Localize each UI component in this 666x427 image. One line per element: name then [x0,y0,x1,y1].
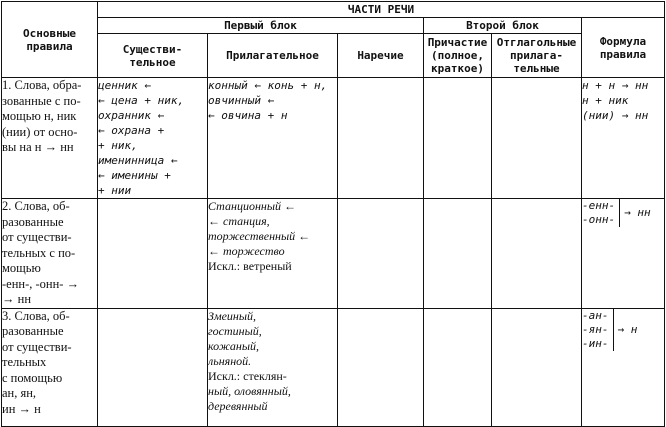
example-line: ← торжество [208,244,285,258]
formula-cell [582,78,665,199]
header-verbal-adjective: Отглагольные прилага-тельные [492,34,582,78]
rule-line: 3. Слова, об- [2,308,70,323]
participle-cell [424,199,492,309]
rule-line: мощью н, ник [2,109,77,123]
exception-line: деревянный [208,398,268,413]
rule-line: (нии) от осно- [2,124,78,139]
noun-cell [98,199,208,309]
table-row [2,78,665,199]
adverb-cell [338,199,424,309]
adverb-cell [338,78,424,199]
rule-line: зованные с по- [2,93,81,108]
rule-line: разованные [2,214,64,229]
example-line: + ник, [98,139,138,152]
example-line: кожаный, [208,338,259,353]
example-line: Станционный ← [208,199,296,213]
example-line: ценник ← [98,79,151,92]
formula-result: → н [617,322,638,336]
header-formula: Формула правила [582,18,665,78]
header-basic-rules: Основные правила [2,2,98,78]
rule-line: ин → н [2,401,41,416]
example-line: охранник ← [98,109,165,122]
formula-result: → нн [624,206,651,219]
adverb-cell [338,308,424,426]
formula-cell [582,308,665,426]
participle-cell [424,308,492,426]
verbal-adjective-cell [492,308,582,426]
formula-line: -ин- [582,336,609,350]
rule-line: вы на н → нн [2,140,74,154]
adjective-cell [208,308,338,426]
adjective-cell [208,78,338,199]
header-noun: Существи-тельное [98,34,208,78]
header-second-block: Второй блок [424,18,582,34]
header-adverb: Наречие [338,34,424,78]
example-line: овчинный ← [208,94,275,107]
example-line: конный ← конь + н, [208,79,328,92]
rule-cell [2,308,98,426]
rule-line: тельных с по- [2,245,76,260]
noun-cell [98,308,208,426]
header-participle: Причастие (полное, краткое) [424,34,492,78]
parts-of-speech-table [1,1,665,427]
example-line: ← охрана + [98,124,165,137]
formula-line: н + ник [582,94,629,107]
example-line: ← станция, [208,214,270,228]
example-line: Змеиный, [208,308,257,323]
rule-cell [2,78,98,199]
rule-line: 1. Слова, обра- [2,78,82,92]
verbal-adjective-cell [492,199,582,309]
formula-line: -ан- [582,308,609,322]
exception-line: Искл.: ветреный [208,259,292,273]
example-line: торжественный ← [208,229,311,243]
formula-line: (нии) → нн [582,109,649,122]
formula-cell [582,199,665,309]
formula-line: -онн- [582,213,616,226]
participle-cell [424,78,492,199]
formula-line: -енн- [582,199,616,212]
table-row [2,308,665,426]
formula-line: -ян- [582,322,609,336]
rule-line: от существи- [2,230,72,244]
rule-line: ан, ян, [2,386,37,400]
example-line: гостиный, [208,323,262,338]
adjective-cell [208,199,338,309]
formula-bracket [619,199,620,227]
formula-bracket [613,309,614,351]
rule-line: разованные [2,324,64,338]
exception-line: Искл.: стеклян- [208,368,287,383]
exception-line: ный, оловянный, [208,383,291,398]
formula-suffixes [582,309,609,351]
example-line: ← цена + ник, [98,94,185,107]
rule-line: с помощью [2,370,63,385]
header-first-block: Первый блок [98,18,424,34]
header-parts-of-speech: ЧАСТИ РЕЧИ [98,2,665,18]
example-line: ← овчина + н [208,109,288,122]
rule-line: от существи- [2,339,72,354]
rule-line: → нн [2,292,32,306]
rule-cell [2,199,98,309]
rule-line: мощью [2,261,41,275]
verbal-adjective-cell [492,78,582,199]
example-line: льняной. [208,353,252,368]
header-adjective: Прилагательное [208,34,338,78]
formula-line: н + н → нн [582,79,649,92]
example-line: + нии [98,184,132,197]
rule-line: 2. Слова, об- [2,199,70,213]
formula-suffixes [582,199,615,227]
table-row [2,199,665,309]
rule-line: тельных [2,355,47,369]
example-line: ← именины + [98,169,171,182]
example-line: именинница ← [98,154,178,167]
noun-cell [98,78,208,199]
rule-line: -енн-, -онн- → [2,276,80,291]
